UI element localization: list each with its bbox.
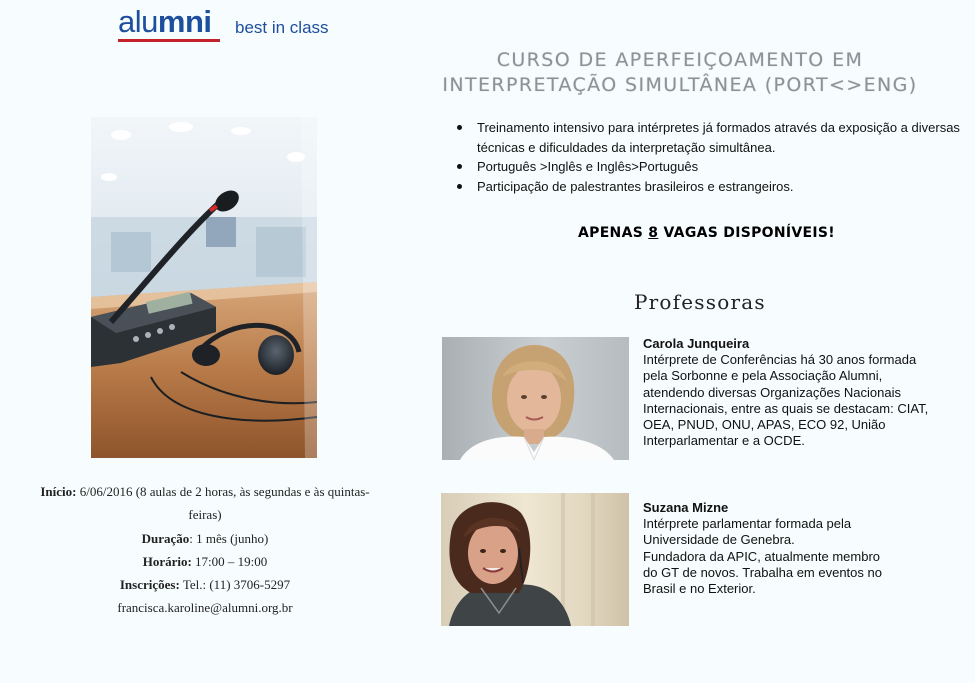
vacancies-text-after: VAGAS DISPONÍVEIS! — [658, 225, 835, 241]
info-schedule — [14, 550, 396, 573]
highlight-item: Participação de palestrantes brasileiros e estrangeiros. — [456, 177, 961, 197]
course-title — [410, 48, 950, 98]
info-start — [14, 480, 396, 503]
info-schedule-value: 17:00 – 19:00 — [191, 553, 268, 569]
professor-description-line: Brasil e no Exterior. — [643, 581, 756, 597]
logo-tagline: best in class — [235, 18, 329, 37]
professor-description-line: Universidade de Genebra. — [643, 532, 795, 548]
info-email[interactable]: francisca.karoline@alumni.org.br — [117, 600, 293, 616]
logo-wordmark: alumni — [118, 4, 212, 39]
vacancies-number: 8 — [648, 225, 659, 241]
professor-name: Carola Junqueira — [643, 336, 750, 351]
highlight-item: Treinamento intensivo para intérpretes já formados através da exposição a diversas técnicas e dificuldades da interpretação simultânea. — [456, 118, 961, 157]
professor-photo-carola — [442, 337, 629, 460]
vacancies-text-before: APENAS — [578, 225, 649, 241]
info-start-value: 6/06/2016 (8 aulas de 2 horas, às segundas e às quintas- — [76, 484, 370, 499]
info-registration — [14, 573, 396, 596]
professor-name: Suzana Mizne — [643, 500, 729, 515]
professor-description-line: do GT de novos. Trabalha em eventos no — [643, 564, 882, 580]
info-start-cont: feiras) — [188, 507, 222, 523]
info-start-label: Início: — [40, 484, 77, 499]
professor-description-line: Fundadora da APIC, atualmente membro — [643, 548, 881, 564]
course-title-line2: INTERPRETAÇÃO SIMULTÂNEA (PORT<>ENG) — [442, 74, 918, 96]
highlight-item: Português >Inglês e Inglês>Português — [456, 157, 961, 177]
info-registration-label: Inscrições: — [119, 577, 180, 593]
logo-underline — [118, 39, 220, 42]
info-duration-label: Duração — [141, 530, 190, 546]
professor-photo-suzana — [441, 493, 629, 626]
info-schedule-label: Horário: — [142, 553, 192, 569]
professor-bio-suzana — [643, 500, 933, 597]
info-duration — [14, 527, 396, 550]
professor-description-line: Intérprete parlamentar formada pela — [643, 516, 852, 532]
professors-heading: Professoras — [634, 290, 766, 314]
professor-bio-carola — [643, 336, 933, 449]
course-info — [14, 480, 396, 620]
course-highlights — [456, 118, 961, 196]
vacancies-notice — [578, 225, 835, 241]
professor-description: Intérprete de Conferências há 30 anos formada pela Sorbonne e pela Associação Alumni, atendendo diversas Organizações Nacionais Internacionais, entre as quais se destacam: CIAT, OEA, PNUD, ONU, APAS, ECO 92, União Interparlamentar e a OCDE. — [643, 352, 929, 449]
info-duration-value: : 1 mês (junho) — [189, 530, 269, 546]
course-title-line1: CURSO DE APERFEIÇOAMENTO EM — [496, 49, 864, 71]
info-phone: Tel.: (11) 3706-5297 — [179, 577, 291, 593]
interpreter-booth-photo — [91, 117, 317, 458]
